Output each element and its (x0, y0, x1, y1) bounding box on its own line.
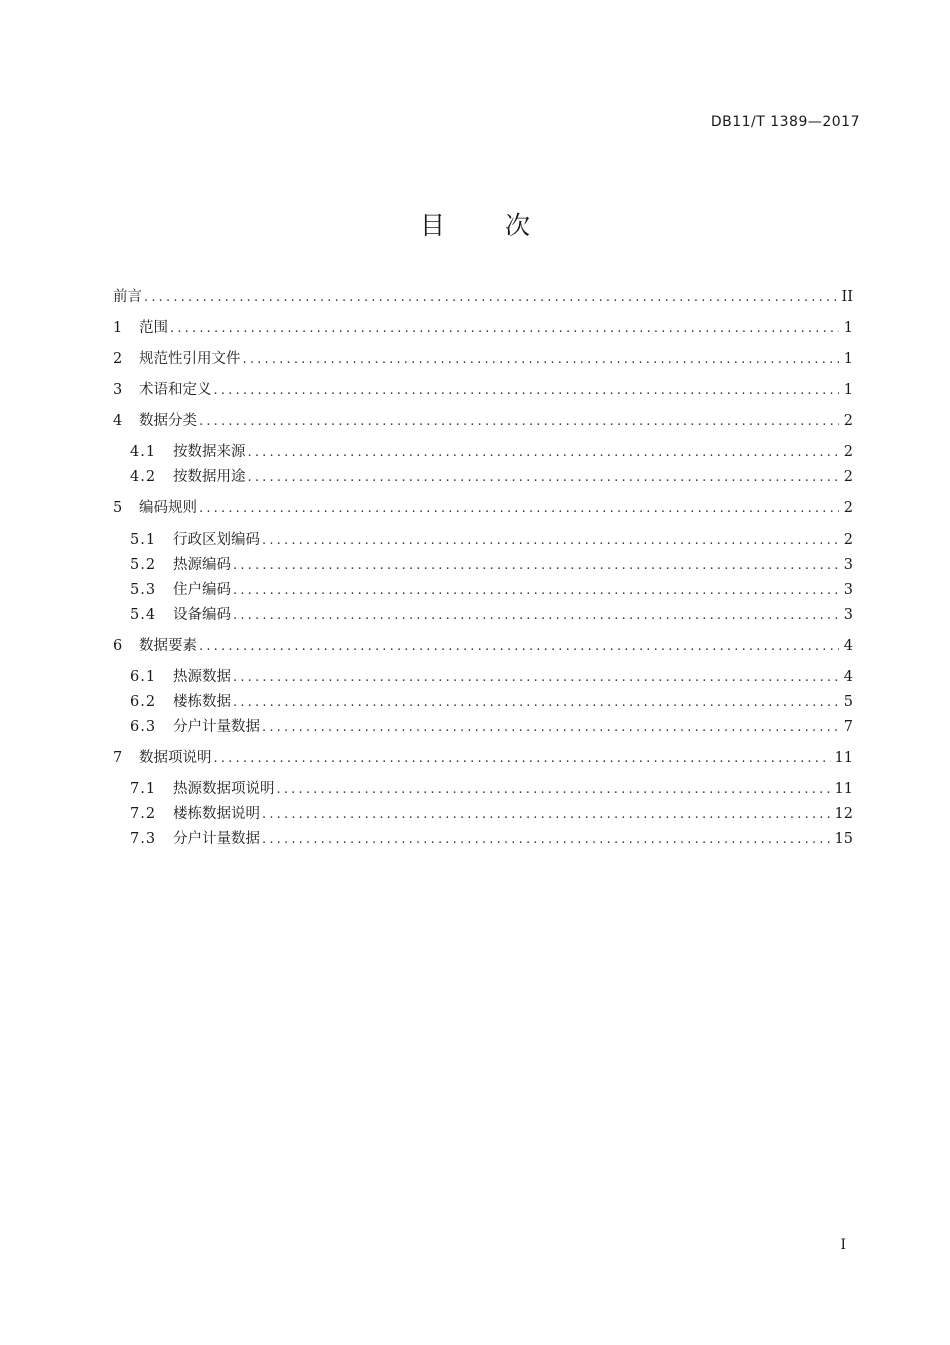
toc-entry-page: 11 (834, 781, 853, 797)
toc-entry-number: 6.3 (130, 719, 157, 735)
toc-leader-dots (262, 804, 831, 826)
toc-entry-title: 数据要素 (139, 638, 197, 654)
toc-entry-title: 住户编码 (173, 582, 231, 598)
toc-entry-title: 数据分类 (139, 413, 197, 429)
toc-entry-page: 11 (834, 750, 853, 766)
toc-entry-5[interactable] (113, 497, 853, 519)
toc-entry-number: 7.2 (130, 806, 157, 822)
toc-entry-number: 5.1 (130, 532, 157, 548)
toc-entry-number: 5.4 (130, 607, 157, 623)
toc-entry-title: 楼栋数据说明 (173, 806, 260, 822)
toc-leader-dots (248, 467, 840, 489)
toc-entry-number: 4.2 (130, 469, 157, 485)
toc-entry-title: 数据项说明 (139, 750, 212, 766)
toc-leader-dots (233, 605, 839, 627)
toc-entry-page: 7 (843, 719, 853, 735)
toc-entry-number: 6.2 (130, 694, 157, 710)
toc-entry-number: 7.3 (130, 831, 157, 847)
toc-entry-3[interactable] (113, 379, 853, 401)
toc-entry-title: 前言 (113, 289, 142, 305)
toc-entry-title: 编码规则 (139, 500, 197, 516)
toc-entry-4[interactable] (113, 410, 853, 432)
toc-entry-number: 7 (113, 750, 123, 766)
toc-entry-6-2[interactable] (130, 691, 853, 713)
toc-leader-dots (277, 779, 831, 801)
toc-entry-page: 3 (843, 607, 853, 623)
page-number: I (840, 1237, 846, 1253)
toc-entry-6-3[interactable] (130, 716, 853, 738)
toc-leader-dots (262, 530, 839, 552)
toc-leader-dots (248, 442, 840, 464)
toc-entry-5-4[interactable] (130, 604, 853, 626)
toc-entry-title: 按数据用途 (173, 469, 246, 485)
toc-entry-number: 5 (113, 500, 123, 516)
toc-entry-number: 5.3 (130, 582, 157, 598)
toc-entry-number: 6 (113, 638, 123, 654)
toc-entry-7-1[interactable] (130, 778, 853, 800)
toc-entry-page: 1 (843, 320, 853, 336)
toc-entry-page: 15 (834, 831, 853, 847)
toc-entry-page: 2 (843, 500, 853, 516)
toc-entry-number: 3 (113, 382, 123, 398)
toc-entry-page: II (841, 289, 853, 305)
toc-entry-page: 5 (843, 694, 853, 710)
toc-entry-page: 2 (843, 532, 853, 548)
toc-entry-page: 4 (843, 669, 853, 685)
toc-leader-dots (243, 349, 840, 371)
toc-entry-title: 热源数据项说明 (173, 781, 275, 797)
toc-entry-title: 分户计量数据 (173, 831, 260, 847)
toc-entry-page: 2 (843, 413, 853, 429)
toc-entry-number: 6.1 (130, 669, 157, 685)
toc-entry-number: 1 (113, 320, 123, 336)
toc-leader-dots (233, 667, 839, 689)
toc-entry-title: 规范性引用文件 (139, 351, 241, 367)
toc-entry-foreword[interactable] (113, 286, 853, 308)
toc-leader-dots (233, 555, 839, 577)
toc-entry-page: 3 (843, 582, 853, 598)
toc-entry-4-2[interactable] (130, 466, 853, 488)
toc-entry-7[interactable] (113, 747, 853, 769)
toc-entry-number: 4 (113, 413, 123, 429)
toc-leader-dots (199, 411, 839, 433)
toc-entry-page: 3 (843, 557, 853, 573)
toc-entry-title: 热源编码 (173, 557, 231, 573)
toc-entry-6[interactable] (113, 635, 853, 657)
toc-entry-title: 分户计量数据 (173, 719, 260, 735)
toc-leader-dots (144, 287, 838, 309)
toc-entry-page: 1 (843, 351, 853, 367)
toc-entry-page: 1 (843, 382, 853, 398)
toc-leader-dots (233, 580, 839, 602)
page-title: 目 次 (420, 211, 556, 240)
toc-entry-title: 设备编码 (173, 607, 231, 623)
toc-entry-page: 2 (843, 469, 853, 485)
toc-leader-dots (262, 829, 831, 851)
toc-leader-dots (199, 498, 839, 520)
toc-entry-title: 按数据来源 (173, 444, 246, 460)
toc-entry-number: 2 (113, 351, 123, 367)
toc-leader-dots (170, 318, 839, 340)
document-code: DB11/T 1389—2017 (710, 114, 860, 130)
toc-entry-1[interactable] (113, 317, 853, 339)
toc-entry-7-2[interactable] (130, 803, 853, 825)
toc-entry-title: 行政区划编码 (173, 532, 260, 548)
toc-entry-page: 4 (843, 638, 853, 654)
toc-entry-page: 2 (843, 444, 853, 460)
toc-entry-number: 7.1 (130, 781, 157, 797)
toc-leader-dots (214, 380, 840, 402)
toc-leader-dots (199, 636, 839, 658)
toc-entry-number: 4.1 (130, 444, 157, 460)
toc-entry-title: 楼栋数据 (173, 694, 231, 710)
toc-entry-5-3[interactable] (130, 579, 853, 601)
toc-leader-dots (262, 717, 839, 739)
toc-leader-dots (214, 748, 831, 770)
toc-entry-2[interactable] (113, 348, 853, 370)
toc-entry-title: 范围 (139, 320, 168, 336)
toc-entry-number: 5.2 (130, 557, 157, 573)
toc-entry-4-1[interactable] (130, 441, 853, 463)
toc-entry-title: 术语和定义 (139, 382, 212, 398)
toc-entry-title: 热源数据 (173, 669, 231, 685)
toc-entry-page: 12 (834, 806, 853, 822)
toc-leader-dots (233, 692, 839, 714)
toc-entry-5-2[interactable] (130, 554, 853, 576)
toc-entry-6-1[interactable] (130, 666, 853, 688)
toc-entry-7-3[interactable] (130, 828, 853, 850)
toc-entry-5-1[interactable] (130, 529, 853, 551)
